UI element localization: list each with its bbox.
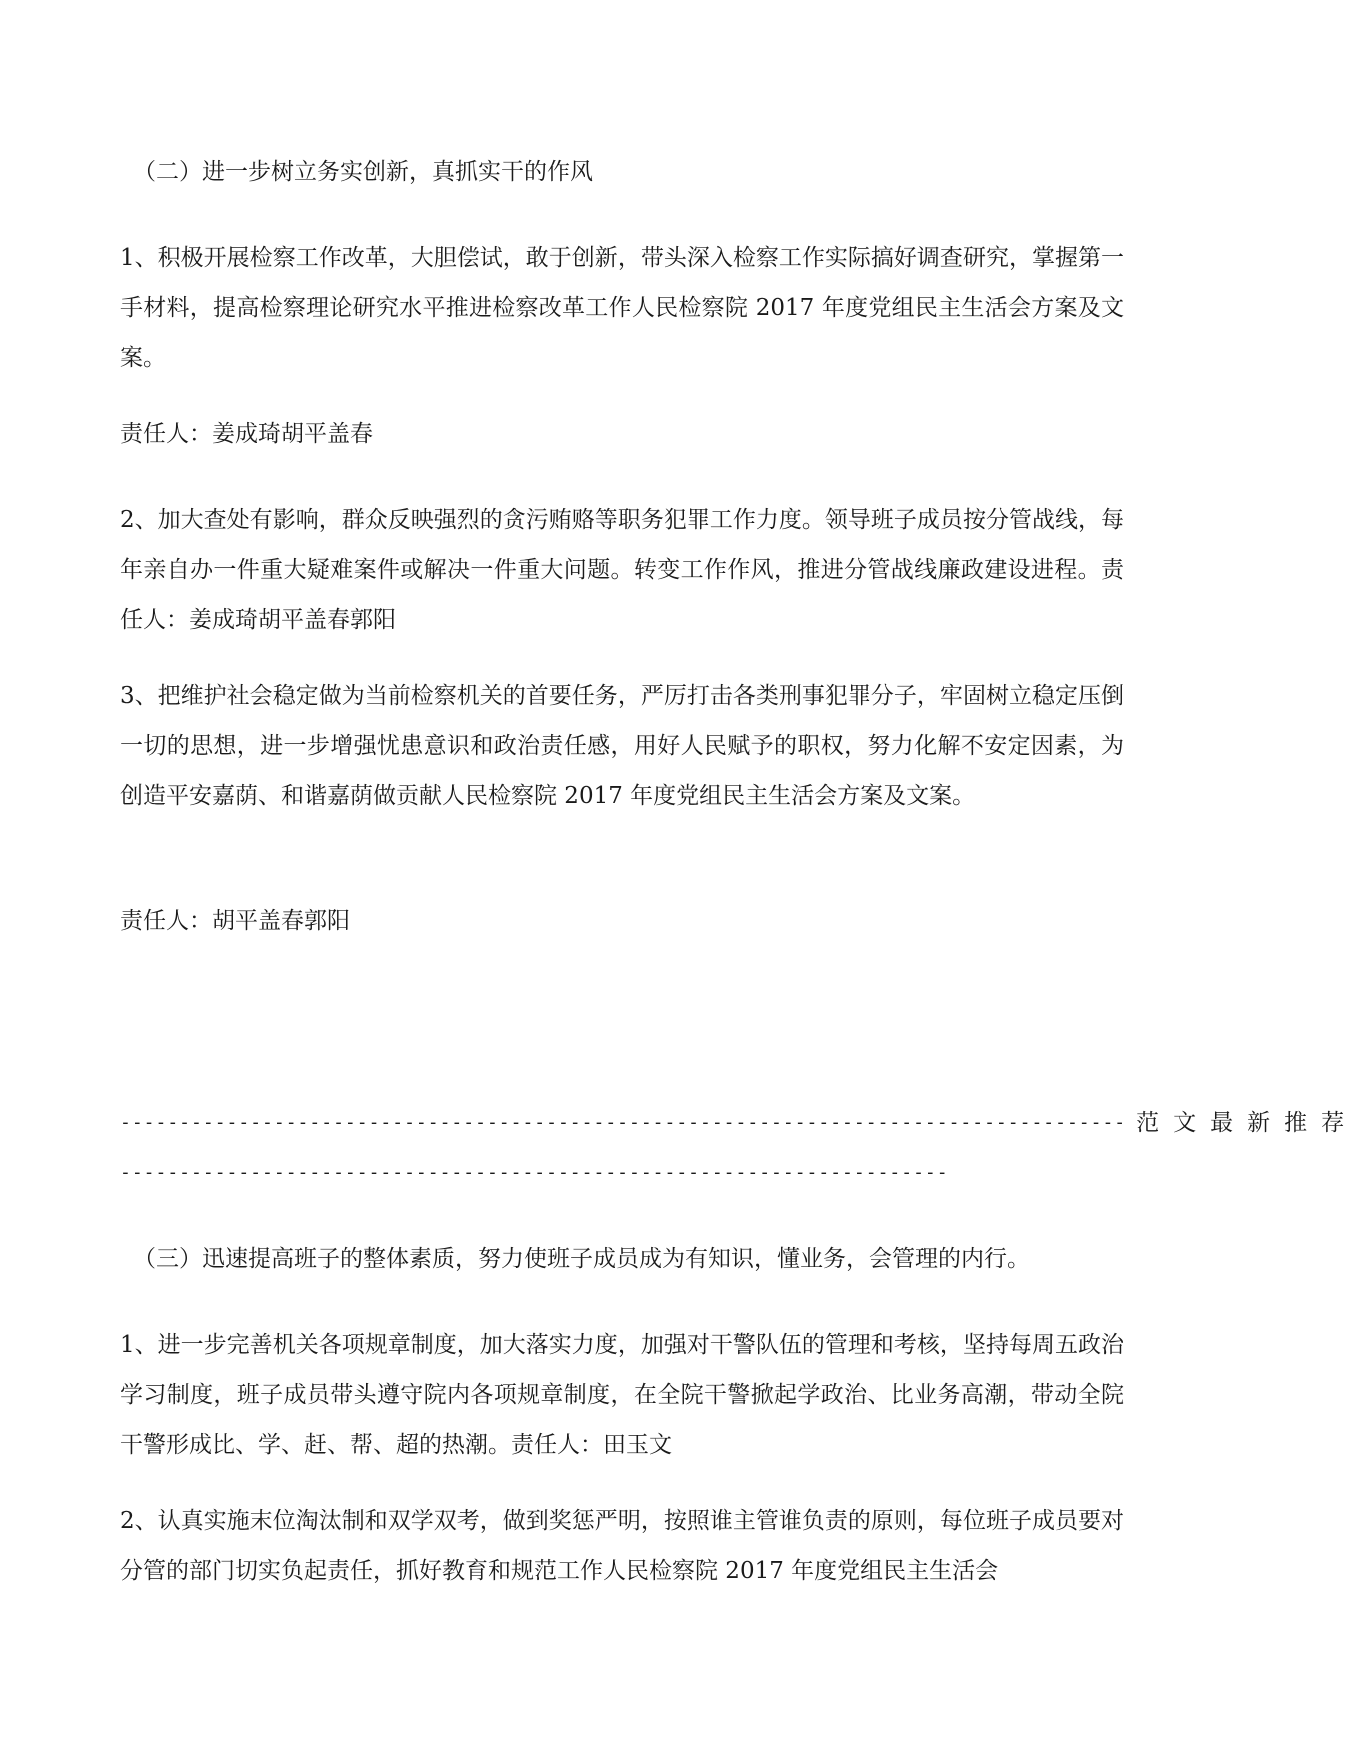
divider-dashes: ------------------------------------------------------------------------------------- — [120, 1112, 1127, 1133]
section-2-heading: （二）进一步树立务实创新，真抓实干的作风 — [133, 159, 593, 185]
section-3-item-2: 2、认真实施末位淘汰制和双学双考，做到奖惩严明，按照谁主管谁负责的原则，每位班子成员要对分管的部门切实负起责任，抓好教育和规范工作人民检察院 2017 年度党组民主生活会 — [120, 1508, 1124, 1584]
section-2-item-3-owner: 责任人：胡平盖春郭阳 — [120, 908, 350, 934]
section-3-heading: （三）迅速提高班子的整体素质，努力使班子成员成为有知识，懂业务，会管理的内行。 — [133, 1246, 1030, 1272]
divider-dashes-continued: ---------------------------------------------------------------------- — [120, 1162, 949, 1183]
section-2-item-1: 1、积极开展检察工作改革，大胆偿试，敢于创新，带头深入检察工作实际搞好调查研究，掌握第一手材料，提高检察理论研究水平推进检察改革工作人民检察院 2017 年度党组民主生活会方案及文案。 — [120, 245, 1124, 371]
section-2-item-2: 2、加大查处有影响，群众反映强烈的贪污贿赂等职务犯罪工作力度。领导班子成员按分管战线，每年亲自办一件重大疑难案件或解决一件重大问题。转变工作作风，推进分管战线廉政建设进程。责任人：姜成琦胡平盖春郭阳 — [120, 507, 1124, 633]
section-3-item-1: 1、进一步完善机关各项规章制度，加大落实力度，加强对干警队伍的管理和考核，坚持每周五政治学习制度，班子成员带头遵守院内各项规章制度，在全院干警掀起学政治、比业务高潮，带动全院干警形成比、学、赶、帮、超的热潮。责任人：田玉文 — [120, 1332, 1124, 1458]
section-2-item-1-owner: 责任人：姜成琦胡平盖春 — [120, 421, 373, 447]
divider-label: 范文最新推荐 — [1136, 1110, 1358, 1136]
recommendation-divider — [120, 1098, 1358, 1148]
section-2-item-3: 3、把维护社会稳定做为当前检察机关的首要任务，严厉打击各类刑事犯罪分子，牢固树立稳定压倒一切的思想，进一步增强忧患意识和政治责任感，用好人民赋予的职权，努力化解不安定因素，为创造平安嘉荫、和谐嘉荫做贡献人民检察院 2017 年度党组民主生活会方案及文案。 — [120, 683, 1124, 809]
